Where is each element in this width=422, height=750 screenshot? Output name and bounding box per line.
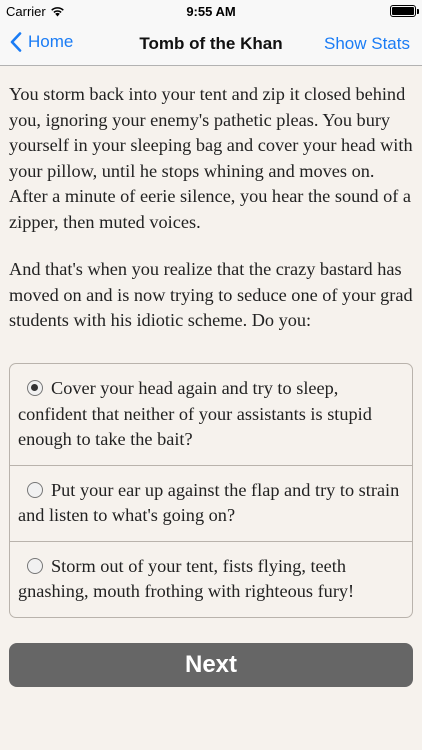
back-label: Home bbox=[28, 32, 74, 51]
story-text bbox=[9, 82, 413, 334]
choice-label: Storm out of your tent, fists flying, teeth gnashing, mouth frothing with righteous fury! bbox=[18, 555, 355, 601]
next-button[interactable]: Next bbox=[9, 643, 413, 687]
story-paragraph: And that's when you realize that the crazy bastard has moved on and is now trying to seduce one of your grad students with his idiotic scheme. Do you: bbox=[9, 259, 413, 330]
page-title: Tomb of the Khan bbox=[139, 34, 283, 53]
choice-option-2[interactable] bbox=[10, 465, 412, 541]
status-bar bbox=[0, 0, 422, 22]
radio-icon[interactable] bbox=[27, 558, 43, 574]
choice-option-1[interactable] bbox=[10, 364, 412, 465]
battery-icon bbox=[390, 5, 416, 17]
status-time: 9:55 AM bbox=[186, 4, 236, 19]
navigation-bar bbox=[0, 22, 422, 66]
choice-list bbox=[9, 363, 413, 618]
choice-label: Cover your head again and try to sleep, confident that neither of your assistants is stupid enough to take the bait? bbox=[18, 378, 372, 449]
story-paragraph: You storm back into your tent and zip it closed behind you, ignoring your enemy's pathetic pleas. You bury yourself in your sleeping bag and cover your head with your pillow, until he stops whining and moves on. After a minute of eerie silence, you hear the sound of a zipper, then muted voices. bbox=[9, 84, 413, 232]
show-stats-button[interactable]: Show Stats bbox=[324, 34, 410, 53]
radio-icon[interactable] bbox=[27, 482, 43, 498]
radio-icon[interactable] bbox=[27, 380, 43, 396]
carrier-label: Carrier bbox=[6, 4, 46, 19]
choice-option-3[interactable] bbox=[10, 541, 412, 617]
choice-label: Put your ear up against the flap and try to strain and listen to what's going on? bbox=[18, 479, 400, 525]
